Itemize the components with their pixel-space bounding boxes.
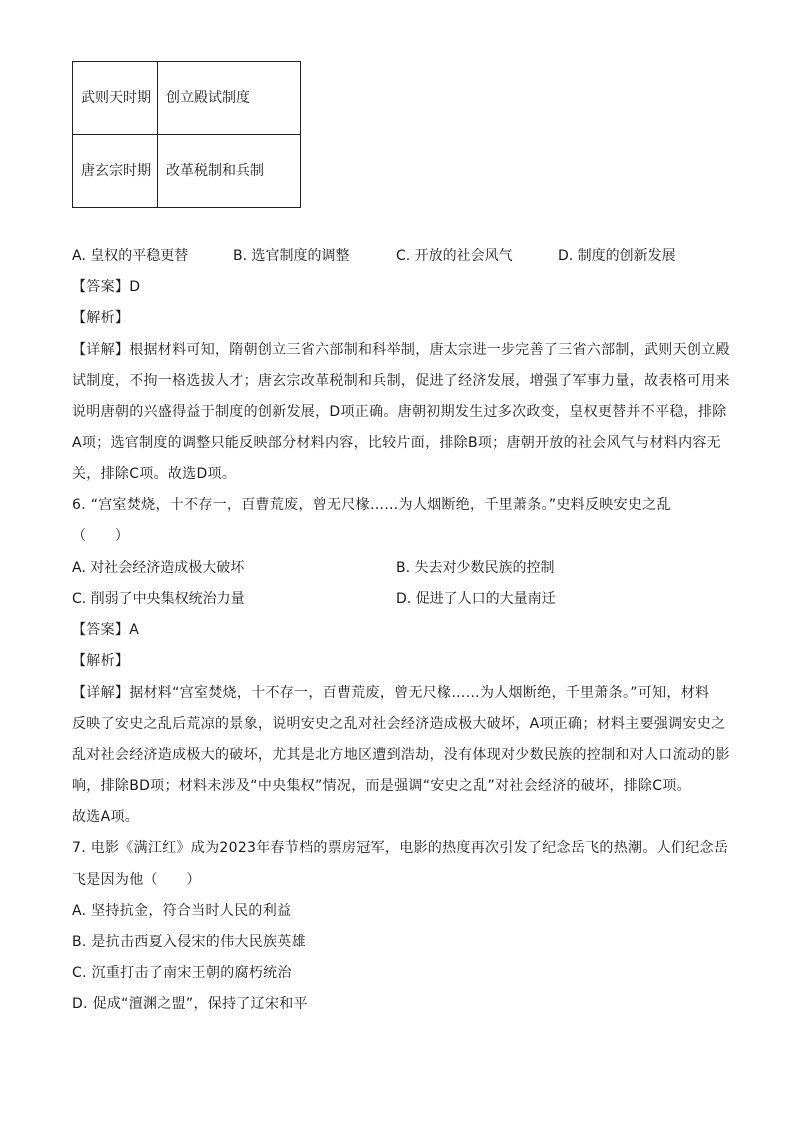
q7-option-c: C. 沉重打击了南宋王朝的腐朽统治 — [72, 965, 292, 981]
q5-answer: 【答案】D — [72, 279, 141, 295]
q5-detail-line: 【详解】根据材料可知，隋朝创立三省六部制和科举制，唐太宗进一步完善了三省六部制，武则天创立殿 — [72, 342, 730, 358]
q6-detail-line: 故选A项。 — [72, 809, 140, 825]
material-table — [72, 61, 301, 208]
q5-detail-line: 关，排除C项。故选D项。 — [72, 466, 237, 482]
q6-option-a: A. 对社会经济造成极大破坏 — [72, 560, 245, 576]
q5-detail-line: 试制度，不拘一格选拔人才；唐玄宗改革税制和兵制，促进了经济发展，增强了军事力量，故表格可用来 — [72, 373, 730, 389]
q5-option-a: A. 皇权的平稳更替 — [72, 248, 189, 264]
q7-stem: 7. 电影《满江红》成为2023年春节档的票房冠军，电影的热度再次引发了纪念岳飞的热潮。人们纪念岳 — [72, 840, 729, 856]
q6-option-d: D. 促进了人口的大量南迁 — [396, 591, 556, 607]
q6-detail-line: 【详解】据材料“宫室焚烧，十不存一，百曹荒废，曾无尺椽……为人烟断绝，千里萧条。”可知，材料 — [72, 685, 710, 701]
q6-answer: 【答案】A — [72, 622, 140, 638]
table-row — [73, 62, 301, 135]
q5-analysis-label: 【解析】 — [72, 310, 130, 326]
q7-option-d: D. 促成“澶渊之盟”，保持了辽宋和平 — [72, 996, 308, 1012]
table-cell-content: 创立殿试制度 — [158, 62, 301, 135]
table-cell-period: 唐玄宗时期 — [73, 135, 158, 208]
q5-option-b: B. 选官制度的调整 — [233, 248, 350, 264]
table-cell-period: 武则天时期 — [73, 62, 158, 135]
q6-detail-line: 响，排除BD项；材料未涉及“中央集权”情况，而是强调“安史之乱”对社会经济的破坏，排除C项。 — [72, 778, 691, 794]
q7-option-b: B. 是抗击西夏入侵宋的伟大民族英雄 — [72, 934, 306, 950]
q5-detail-line: A项；选官制度的调整只能反映部分材料内容，比较片面，排除B项；唐朝开放的社会风气与材料内容无 — [72, 435, 721, 451]
q6-analysis-label: 【解析】 — [72, 653, 130, 669]
q5-detail-line: 说明唐朝的兴盛得益于制度的创新发展，D项正确。唐朝初期发生过多次政变，皇权更替并不平稳，排除 — [72, 404, 727, 420]
q6-stem-bracket: （ ） — [72, 528, 130, 544]
q6-option-c: C. 削弱了中央集权统治力量 — [72, 591, 245, 607]
q5-option-d: D. 制度的创新发展 — [558, 248, 676, 264]
q6-detail-line: 反映了安史之乱后荒凉的景象，说明安史之乱对社会经济造成极大破坏，A项正确；材料主要强调安史之 — [72, 716, 726, 732]
q6-stem: 6. “宫室焚烧，十不存一，百曹荒废，曾无尺椽……为人烟断绝，千里萧条。”史料反映安史之乱 — [72, 497, 671, 513]
q7-option-a: A. 坚持抗金，符合当时人民的利益 — [72, 903, 292, 919]
q6-detail-line: 乱对社会经济造成极大的破坏，尤其是北方地区遭到浩劫，没有体现对少数民族的控制和对人口流动的影 — [72, 747, 730, 763]
q7-stem-cont: 飞是因为他（ ） — [72, 872, 201, 888]
q6-option-b: B. 失去对少数民族的控制 — [396, 560, 555, 576]
table-cell-content: 改革税制和兵制 — [158, 135, 301, 208]
table-row — [73, 135, 301, 208]
q5-option-c: C. 开放的社会风气 — [396, 248, 513, 264]
